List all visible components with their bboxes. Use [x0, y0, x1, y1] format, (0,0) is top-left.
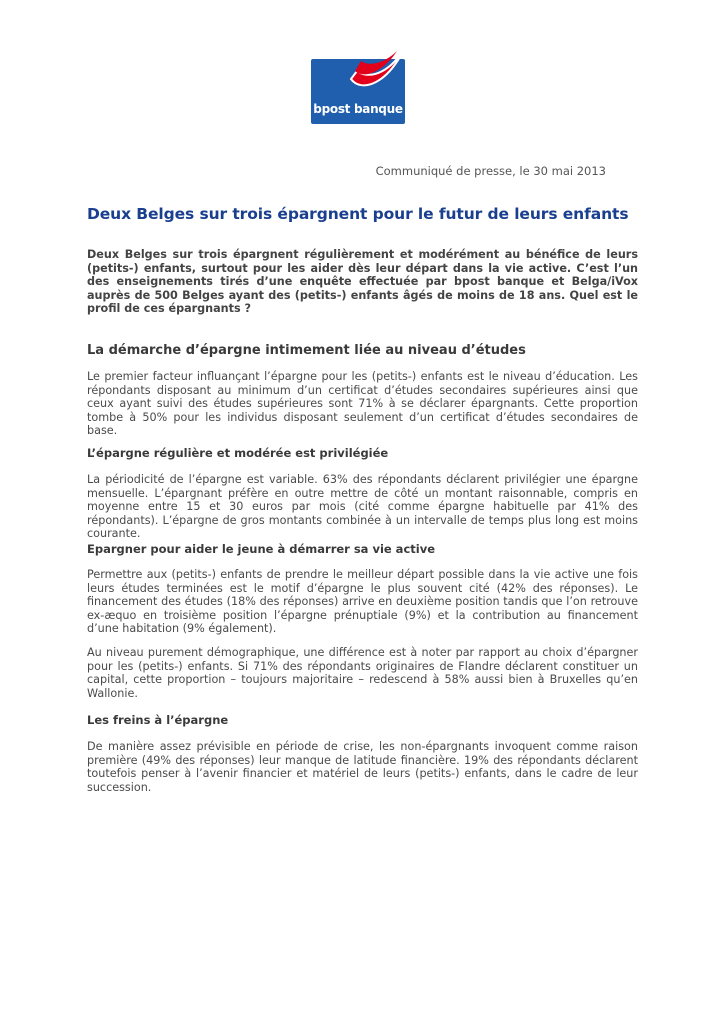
section-body-education: Le premier facteur influançant l’épargne pour les (petits-) enfants est le niveau d’éducation. Les répondants disposant au minimum d’un certificat d’études secondaires supérieures ainsi que ceux ayant suivi des études supérieures sont 71% à se déclarer épargnants. Cette proportion tombe à 50% pour les individus disposant seulement d’un certificat d’études secondaires de base. — [87, 370, 638, 438]
section-body-active-life-1: Permettre aux (petits-) enfants de prendre le meilleur départ possible dans la vie active une fois leurs études terminées est le motif d’épargne le plus souvent cité (42% des réponses). Le financement des études (18% des réponses) arrive en deuxième position tandis que l’on retrouve ex-æquo en troisième position l’épargne prénuptiale (9%) et la contribution au financement d’une habitation (9% également). — [87, 568, 638, 636]
section-body-active-life-2: Au niveau purement démographique, une différence est à noter par rapport au choix d’épargner pour les (petits-) enfants. Si 71% des répondants originaires de Flandre déclarent constituer un capital, cette proportion – toujours majoritaire – redescend à 58% aussi bien à Bruxelles qu’en Wallonie. — [87, 646, 638, 700]
section-heading-active-life: Epargner pour aider le jeune à démarrer sa vie active — [87, 542, 435, 556]
bpost-banque-logo — [311, 41, 405, 124]
article-lead: Deux Belges sur trois épargnent régulièrement et modérément au bénéfice de leurs (petits-) enfants, surtout pour les aider dès leur départ dans la vie active. C’est l’un des enseignements tirés d’une enquête effectuée par bpost banque et Belga/iVox auprès de 500 Belges ayant des (petits-) enfants âgés de moins de 18 ans. Quel est le profil de ces épargnants ? — [87, 248, 638, 316]
section-heading-obstacles: Les freins à l’épargne — [87, 713, 229, 727]
press-release-dateline: Communiqué de presse, le 30 mai 2013 — [375, 164, 606, 178]
logo-text: bpost banque — [313, 102, 403, 116]
section-heading-education: La démarche d’épargne intimement liée au niveau d’études — [87, 343, 526, 358]
section-body-obstacles: De manière assez prévisible en période de crise, les non-épargnants invoquent comme raison première (49% des réponses) leur manque de latitude financière. 19% des répondants déclarent toutefois penser à l’avenir financier et matériel de leurs (petits-) enfants, dans le cadre de leur succession. — [87, 740, 638, 794]
section-heading-regular-saving: L’épargne régulière et modérée est privilégiée — [87, 446, 389, 460]
logo-swoosh-icon — [311, 41, 405, 101]
section-body-regular-saving: La périodicité de l’épargne est variable. 63% des répondants déclarent privilégier une épargne mensuelle. L’épargnant préfère en outre mettre de côté un montant raisonnable, compris en moyenne entre 15 et 30 euros par mois (cité comme épargne habituelle par 41% des répondants). L’épargne de gros montants combinée à un intervalle de temps plus long est moins courante. — [87, 473, 638, 541]
article-title: Deux Belges sur trois épargnent pour le futur de leurs enfants — [87, 205, 629, 223]
